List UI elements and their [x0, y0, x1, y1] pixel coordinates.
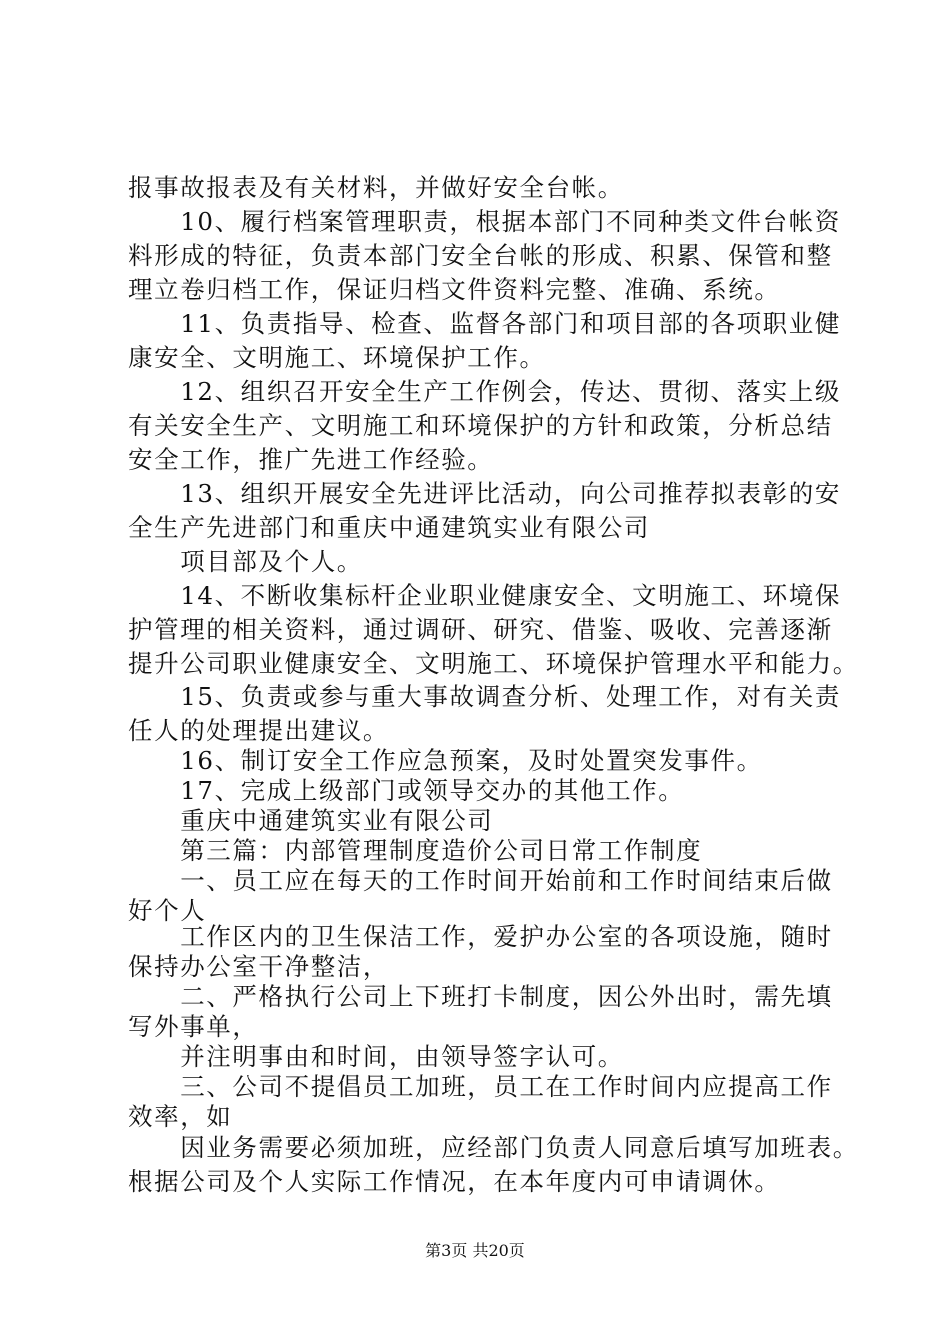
text-line: 14、不断收集标杆企业职业健康安全、文明施工、环境保 [128, 581, 841, 610]
text-line: 项目部及个人。 [128, 547, 363, 576]
text-line: 写外事单， [128, 1012, 259, 1041]
text-line: 根据公司及个人实际工作情况，在本年度内可申请调休。 [128, 1167, 781, 1196]
page-number-footer: 第3页 共20页 [425, 1241, 525, 1260]
text-line: 效率，如 [128, 1102, 233, 1131]
text-line: 提升公司职业健康安全、文明施工、环境保护管理水平和能力。 [128, 649, 859, 678]
text-line: 三、公司不提倡员工加班，员工在工作时间内应提高工作 [128, 1072, 833, 1101]
text-line: 料形成的特征，负责本部门安全台帐的形成、积累、保管和整 [128, 241, 833, 270]
text-line: 保持办公室干净整洁， [128, 952, 389, 981]
text-line: 安全工作，推广先进工作经验。 [128, 445, 494, 474]
text-line: 并注明事由和时间，由领导签字认可。 [128, 1042, 624, 1071]
text-line: 报事故报表及有关材料，并做好安全台帐。 [128, 173, 624, 202]
text-line: 康安全、文明施工、环境保护工作。 [128, 343, 546, 372]
text-line: 理立卷归档工作，保证归档文件资料完整、准确、系统。 [128, 275, 781, 304]
section-heading: 第三篇：内部管理制度造价公司日常工作制度 [128, 836, 703, 865]
text-line: 11、负责指导、检查、监督各部门和项目部的各项职业健 [128, 309, 841, 338]
text-line: 15、负责或参与重大事故调查分析、处理工作，对有关责 [128, 682, 841, 711]
text-line: 12、组织召开安全生产工作例会，传达、贯彻、落实上级 [128, 377, 841, 406]
text-line: 16、制订安全工作应急预案，及时处置突发事件。 [128, 746, 763, 775]
text-line: 因业务需要必须加班，应经部门负责人同意后填写加班表。 [128, 1133, 859, 1162]
text-line: 17、完成上级部门或领导交办的其他工作。 [128, 776, 685, 805]
text-line: 有关安全生产、文明施工和环境保护的方针和政策，分析总结 [128, 411, 833, 440]
text-line: 工作区内的卫生保洁工作，爱护办公室的各项设施，随时 [128, 922, 833, 951]
text-line: 重庆中通建筑实业有限公司 [128, 806, 494, 835]
text-line: 好个人 [128, 896, 207, 925]
text-line: 全生产先进部门和重庆中通建筑实业有限公司 [128, 513, 650, 542]
text-line: 护管理的相关资料，通过调研、研究、借鉴、吸收、完善逐渐 [128, 615, 833, 644]
text-line: 二、严格执行公司上下班打卡制度，因公外出时，需先填 [128, 982, 833, 1011]
text-line: 10、履行档案管理职责，根据本部门不同种类文件台帐资 [128, 207, 841, 236]
text-line: 13、组织开展安全先进评比活动，向公司推荐拟表彰的安 [128, 479, 841, 508]
text-line: 一、员工应在每天的工作时间开始前和工作时间结束后做 [128, 866, 833, 895]
text-line: 任人的处理提出建议。 [128, 716, 389, 745]
